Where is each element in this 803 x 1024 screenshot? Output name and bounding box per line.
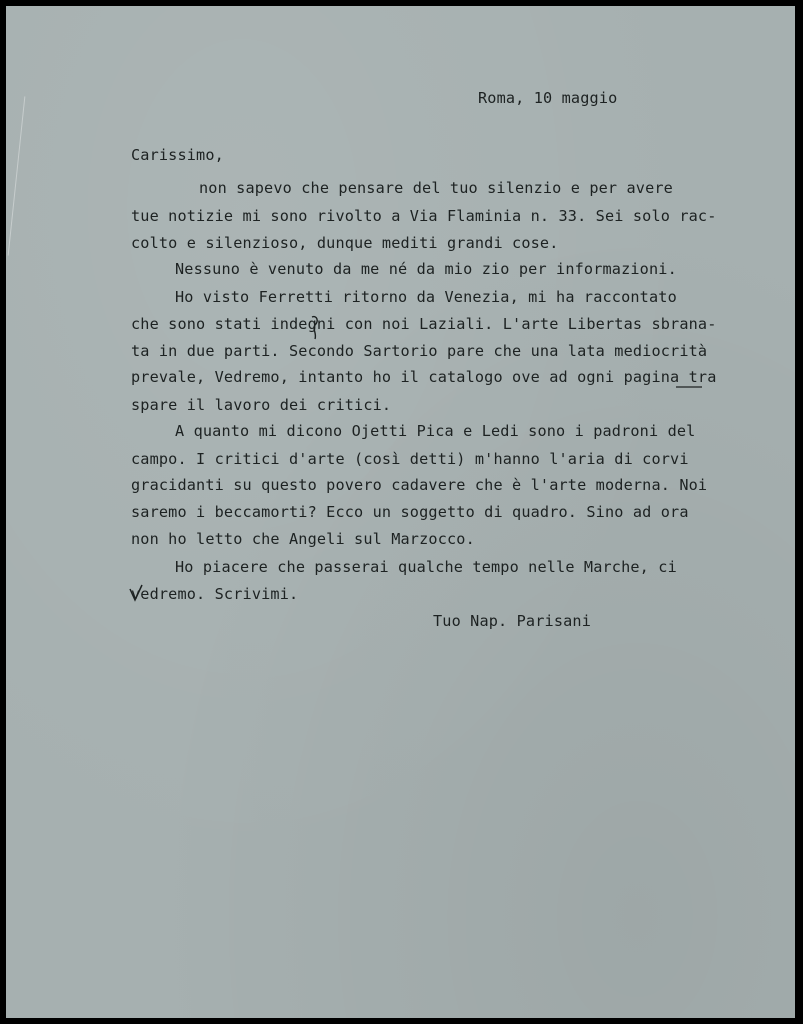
handwritten-v-mark	[128, 583, 144, 603]
body-line-4: Nessuno è venuto da me né da mio zio per informazioni.	[175, 260, 677, 278]
dateline: Roma, 10 maggio	[478, 89, 618, 107]
body-line-16: vedremo. Scrivimi.	[131, 585, 299, 603]
body-line-8: prevale, Vedremo, intanto ho il catalogo ove ad ogni pagina tra	[131, 368, 717, 386]
body-line-1: non sapevo che pensare del tuo silenzio e per avere	[199, 179, 673, 197]
body-line-13: saremo i beccamorti? Ecco un soggetto di quadro. Sino ad ora	[131, 503, 689, 521]
paper-crease	[8, 96, 26, 255]
underline-mark	[676, 385, 702, 389]
salutation: Carissimo,	[131, 146, 224, 164]
body-line-6: che sono stati indegni con noi Laziali. L'arte Libertas sbrana-	[131, 315, 717, 333]
body-line-11: campo. I critici d'arte (così detti) m'hanno l'aria di corvi	[131, 450, 689, 468]
body-line-9: spare il lavoro dei critici.	[131, 396, 392, 414]
body-line-2: tue notizie mi sono rivolto a Via Flaminia n. 33. Sei solo rac-	[131, 207, 717, 225]
body-line-5: Ho visto Ferretti ritorno da Venezia, mi ha raccontato	[175, 288, 677, 306]
handwritten-correction-mark	[308, 313, 322, 343]
body-line-15: Ho piacere che passerai qualche tempo nelle Marche, ci	[175, 558, 677, 576]
signature: Tuo Nap. Parisani	[433, 612, 591, 630]
body-line-12: gracidanti su questo povero cadavere che è l'arte moderna. Noi	[131, 476, 708, 494]
body-line-14: non ho letto che Angeli sul Marzocco.	[131, 530, 475, 548]
body-line-10: A quanto mi dicono Ojetti Pica e Ledi sono i padroni del	[175, 422, 696, 440]
body-line-3: colto e silenzioso, dunque mediti grandi cose.	[131, 234, 559, 252]
body-line-7: ta in due parti. Secondo Sartorio pare che una lata mediocrità	[131, 342, 708, 360]
